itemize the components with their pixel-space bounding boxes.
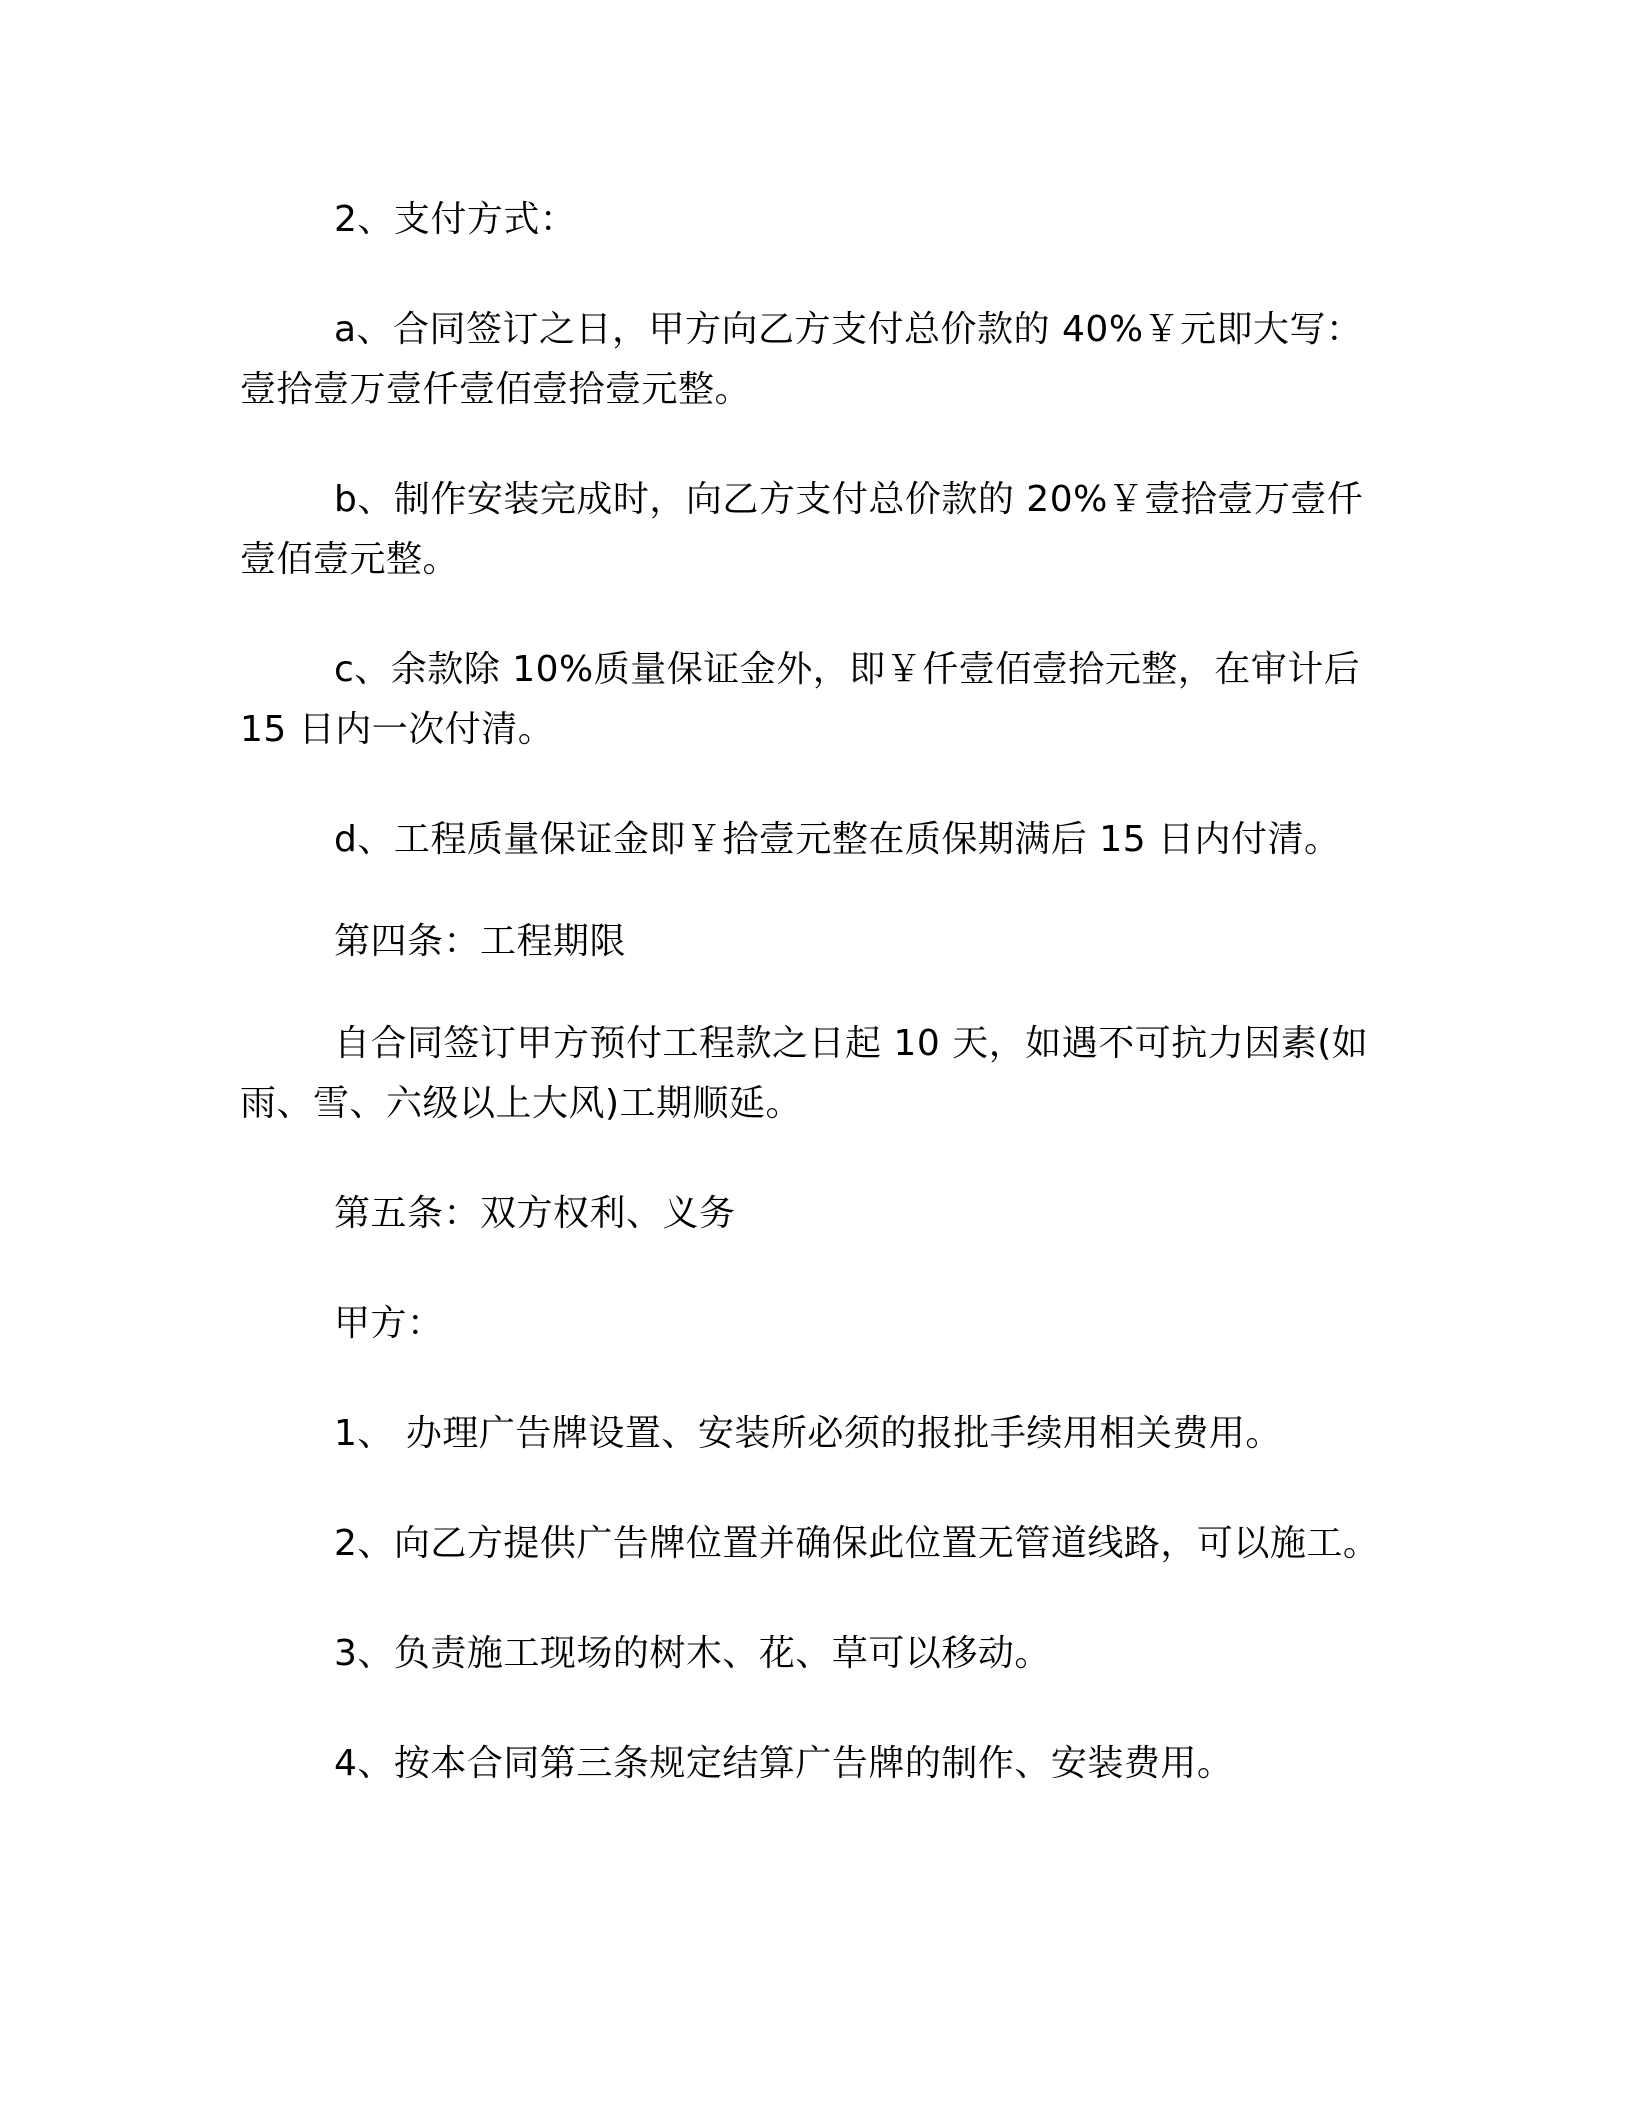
party-a-duty-1: 1、 办理广告牌设置、安装所必须的报批手续用相关费用。 [334, 1413, 1282, 1454]
party-a-duty-4: 4、按本合同第三条规定结算广告牌的制作、安装费用。 [334, 1743, 1234, 1784]
payment-clause-c: c、余款除 10%质量保证金外，即￥仟壹佰壹拾元整，在审计后 15 日内一次付清。 [240, 649, 1361, 750]
project-term-text: 自合同签订甲方预付工程款之日起 10 天，如遇不可抗力因素(如雨、雪、六级以上大风)工期顺延。 [240, 1023, 1369, 1124]
party-a-duty-3: 3、负责施工现场的树木、花、草可以移动。 [334, 1633, 1051, 1674]
document-body [240, 190, 1380, 1794]
party-a-duty-2: 2、向乙方提供广告牌位置并确保此位置无管道线路，可以施工。 [334, 1523, 1380, 1564]
payment-clause-b: b、制作安装完成时，向乙方支付总价款的 20%￥壹拾壹万壹仟壹佰壹元整。 [240, 479, 1364, 580]
payment-clause-d: d、工程质量保证金即￥拾壹元整在质保期满后 15 日内付清。 [334, 819, 1341, 860]
party-a-heading: 甲方： [334, 1303, 444, 1344]
payment-clause-a: a、合同签订之日，甲方向乙方支付总价款的 40%￥元即大写：壹拾壹万壹仟壹佰壹拾壹元整。 [240, 309, 1363, 410]
payment-method-heading: 2、支付方式： [334, 199, 577, 240]
article-five-heading: 第五条：双方权利、义务 [334, 1193, 736, 1234]
article-four-heading: 第四条：工程期限 [334, 921, 627, 962]
